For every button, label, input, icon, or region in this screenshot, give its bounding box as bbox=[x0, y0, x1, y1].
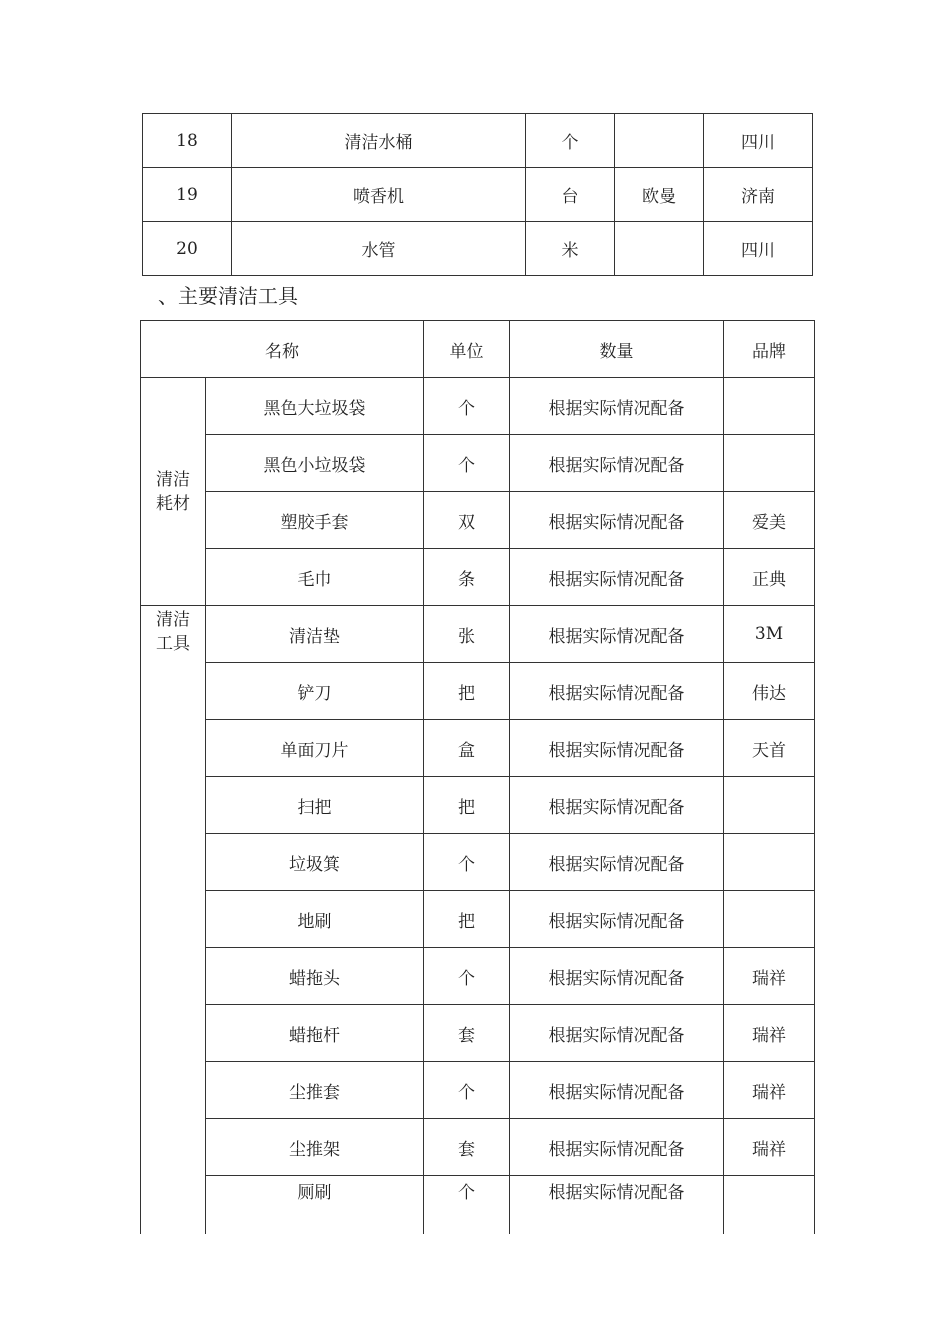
quantity-cell: 根据实际情况配备 bbox=[510, 834, 724, 891]
origin-cell: 四川 bbox=[704, 222, 813, 276]
brand-cell bbox=[724, 891, 815, 948]
category-label: 清洁耗材 bbox=[156, 469, 190, 514]
unit-cell: 个 bbox=[424, 435, 510, 492]
item-name-cell: 尘推套 bbox=[206, 1062, 424, 1119]
unit-cell: 把 bbox=[424, 891, 510, 948]
item-name-cell: 单面刀片 bbox=[206, 720, 424, 777]
origin-cell: 济南 bbox=[704, 168, 813, 222]
quantity-cell: 根据实际情况配备 bbox=[510, 948, 724, 1005]
quantity-cell: 根据实际情况配备 bbox=[510, 720, 724, 777]
row-number-cell: 20 bbox=[143, 222, 232, 276]
category-cell bbox=[141, 606, 206, 1235]
brand-cell: 正典 bbox=[724, 549, 815, 606]
table-row bbox=[141, 663, 815, 720]
table-row bbox=[143, 168, 813, 222]
brand-cell bbox=[615, 222, 704, 276]
table-row bbox=[141, 891, 815, 948]
quantity-cell: 根据实际情况配备 bbox=[510, 777, 724, 834]
table-row bbox=[141, 834, 815, 891]
brand-cell: 欧曼 bbox=[615, 168, 704, 222]
item-name-cell: 黑色大垃圾袋 bbox=[206, 378, 424, 435]
item-name-cell: 扫把 bbox=[206, 777, 424, 834]
header-row bbox=[141, 321, 815, 378]
row-number-cell: 18 bbox=[143, 114, 232, 168]
unit-cell: 个 bbox=[424, 1062, 510, 1119]
item-name-cell: 厕刷 bbox=[206, 1176, 424, 1235]
brand-cell bbox=[724, 435, 815, 492]
quantity-cell: 根据实际情况配备 bbox=[510, 435, 724, 492]
brand-cell: 瑞祥 bbox=[724, 1062, 815, 1119]
brand-cell bbox=[724, 834, 815, 891]
unit-cell: 米 bbox=[526, 222, 615, 276]
unit-cell: 套 bbox=[424, 1119, 510, 1176]
column-header: 单位 bbox=[424, 321, 510, 378]
brand-cell bbox=[615, 114, 704, 168]
quantity-cell: 根据实际情况配备 bbox=[510, 378, 724, 435]
unit-cell: 个 bbox=[424, 1176, 510, 1235]
quantity-cell: 根据实际情况配备 bbox=[510, 663, 724, 720]
quantity-cell: 根据实际情况配备 bbox=[510, 492, 724, 549]
category-cell bbox=[141, 378, 206, 606]
unit-cell: 把 bbox=[424, 777, 510, 834]
category-label: 清洁 工具 bbox=[156, 610, 190, 654]
unit-cell: 个 bbox=[424, 948, 510, 1005]
column-header: 数量 bbox=[510, 321, 724, 378]
table-row bbox=[141, 948, 815, 1005]
unit-cell: 个 bbox=[526, 114, 615, 168]
section-heading: 、主要清洁工具 bbox=[158, 284, 298, 308]
row-number-cell: 19 bbox=[143, 168, 232, 222]
item-name-cell: 蜡拖头 bbox=[206, 948, 424, 1005]
equipment-table-continued bbox=[142, 113, 813, 276]
unit-cell: 套 bbox=[424, 1005, 510, 1062]
table-row bbox=[141, 720, 815, 777]
quantity-cell: 根据实际情况配备 bbox=[510, 891, 724, 948]
equipment-table-body bbox=[143, 114, 813, 276]
quantity-cell: 根据实际情况配备 bbox=[510, 1119, 724, 1176]
brand-cell: 爱美 bbox=[724, 492, 815, 549]
unit-cell: 张 bbox=[424, 606, 510, 663]
brand-cell: 天首 bbox=[724, 720, 815, 777]
origin-cell: 四川 bbox=[704, 114, 813, 168]
quantity-cell: 根据实际情况配备 bbox=[510, 549, 724, 606]
item-name-cell: 水管 bbox=[232, 222, 526, 276]
item-name-cell: 垃圾箕 bbox=[206, 834, 424, 891]
item-name-cell: 黑色小垃圾袋 bbox=[206, 435, 424, 492]
brand-cell: 瑞祥 bbox=[724, 1119, 815, 1176]
unit-cell: 个 bbox=[424, 834, 510, 891]
table-row bbox=[141, 549, 815, 606]
column-header: 名称 bbox=[141, 321, 424, 378]
table-row bbox=[141, 1062, 815, 1119]
item-name-cell: 铲刀 bbox=[206, 663, 424, 720]
table-row bbox=[141, 378, 815, 435]
table-row bbox=[141, 1119, 815, 1176]
quantity-cell: 根据实际情况配备 bbox=[510, 1005, 724, 1062]
item-name-cell: 毛巾 bbox=[206, 549, 424, 606]
item-name-cell: 尘推架 bbox=[206, 1119, 424, 1176]
table-row bbox=[141, 606, 815, 663]
table-row bbox=[141, 1176, 815, 1235]
item-name-cell: 蜡拖杆 bbox=[206, 1005, 424, 1062]
item-name-cell: 地刷 bbox=[206, 891, 424, 948]
unit-cell: 个 bbox=[424, 378, 510, 435]
cleaning-tools-table bbox=[140, 320, 815, 1234]
unit-cell: 台 bbox=[526, 168, 615, 222]
item-name-cell: 清洁水桶 bbox=[232, 114, 526, 168]
item-name-cell: 清洁垫 bbox=[206, 606, 424, 663]
brand-cell: 伟达 bbox=[724, 663, 815, 720]
brand-cell bbox=[724, 1176, 815, 1235]
brand-cell: 瑞祥 bbox=[724, 948, 815, 1005]
unit-cell: 把 bbox=[424, 663, 510, 720]
quantity-cell: 根据实际情况配备 bbox=[510, 606, 724, 663]
table-row bbox=[141, 492, 815, 549]
unit-cell: 盒 bbox=[424, 720, 510, 777]
column-header: 品牌 bbox=[724, 321, 815, 378]
table-row bbox=[143, 114, 813, 168]
quantity-cell: 根据实际情况配备 bbox=[510, 1062, 724, 1119]
cleaning-tools-table-body bbox=[141, 321, 815, 1235]
table-row bbox=[141, 777, 815, 834]
brand-cell: 3M bbox=[724, 606, 815, 663]
brand-cell bbox=[724, 777, 815, 834]
brand-cell bbox=[724, 378, 815, 435]
item-name-cell: 喷香机 bbox=[232, 168, 526, 222]
unit-cell: 条 bbox=[424, 549, 510, 606]
unit-cell: 双 bbox=[424, 492, 510, 549]
table-row bbox=[143, 222, 813, 276]
table-row bbox=[141, 1005, 815, 1062]
quantity-cell: 根据实际情况配备 bbox=[510, 1176, 724, 1235]
brand-cell: 瑞祥 bbox=[724, 1005, 815, 1062]
item-name-cell: 塑胶手套 bbox=[206, 492, 424, 549]
table-row bbox=[141, 435, 815, 492]
